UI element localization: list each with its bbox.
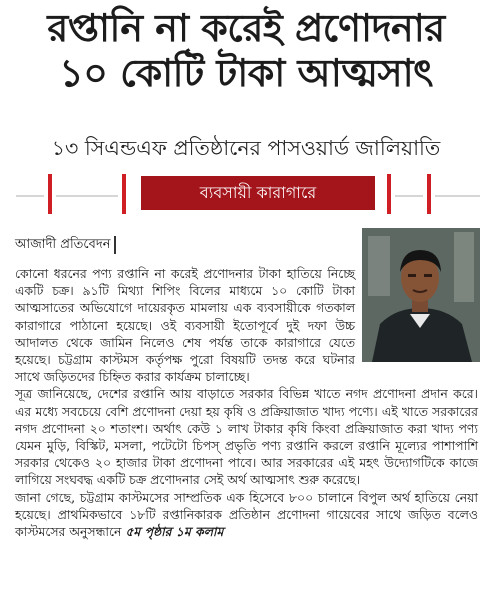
paragraph-3-text: জানা গেছে, চট্টগ্রাম কাস্টমসের সাম্প্রতিক এক হিসেবে ৮০০ চালানে বিপুল অর্থ হাতিয়ে নেয়া হয়েছে। প্রাথমিকভাবে ১৮টি রপ্তানিকারক প্রতিষ্ঠান প্রণোদনা গায়েবের সাথে জড়িত বলেও কাস্টমসের অনুসন্ধানে [15,489,478,540]
divider-rule-left [56,195,118,197]
accent-mark-right [387,174,391,214]
accent-mark-right-outer [427,174,431,214]
accent-mark-left-outer [48,174,52,214]
subheadline: ১৩ সিএন্ডএফ প্রতিষ্ঠানের পাসওয়ার্ড জালিয়াতি [51,136,441,160]
accent-mark-left [122,174,126,214]
divider-rule-left-outer [16,195,44,197]
paragraph-3 [15,489,478,541]
section-tag: ব্যবসায়ী কারাগারে [141,176,375,210]
headline-line-2: ১০ কোটি টাকা আত্মসাৎ [59,51,433,95]
continued-on-link[interactable]: ৫ম পৃষ্ঠার ১ম কলাম [125,524,224,540]
headline-line-1: রপ্তানি না করেই প্রণোদনার [47,6,445,50]
paragraph-1: কোনো ধরনের পণ্য রপ্তানি না করেই প্রণোদনার টাকা হাতিয়ে নিচ্ছে একটি চক্র। ৯১টি মিথ্যা শিপিং বিলের মাধ্যমে ১০ কোটি টাকা আত্মসাতের অভিযোগে দায়েরকৃত মামলায় এক ব্যবসায়ীকে গতকাল কারাগারে পাঠানো হয়েছে। ওই ব্যবসায়ী ইতোপূর্বে দুই দফা উচ্চ আদালত থেকে জামিন নিলেও শেষ পর্যন্ত তাকে কারাগারে যেতে হয়েছে। চট্টগ্রাম কাস্টমস কর্তৃপক্ষ পুরো বিষয়টি তদন্ত করে ঘটনার সাথে জড়িতদের চিহ্নিত করার কার্যক্রম চালাচ্ছে। [15,266,355,385]
headline [0,6,492,96]
tag-band [0,174,492,214]
divider-rule-right [395,195,423,197]
paragraph-2: সূত্র জানিয়েছে, দেশের রপ্তানি আয় বাড়াতে সরকার বিভিন্ন খাতে নগদ প্রণোদনা প্রদান করে। এর মধ্যে সবচেয়ে বেশি প্রণোদনা দেয়া হয় কৃষি ও প্রক্রিয়াজাত খাদ্য পণ্যে। এই খাতে সরকারের নগদ প্রণোদনা ২০ শতাংশ। অর্থাৎ কেউ ১ লাখ টাকার কৃষি কিংবা প্রক্রিয়াজাত করা খাদ্য পণ্য যেমন মুড়ি, বিস্কিট, মসলা, পটেটো চিপস্‌ প্রভৃতি পণ্য রপ্তানি করলে রপ্তানি মূল্যের পাশাপাশি সরকার থেকেও ২০ হাজার টাকা প্রণোদনা পাবে। আর সরকারের এই মহৎ উদ্যোগটিকে কাজে লাগিয়ে সংঘবদ্ধ একটি চক্র প্রণোদনার সেই অর্থ আত্মসাৎ শুরু করেছে। [15,386,478,488]
byline: আজাদী প্রতিবেদন [15,236,116,254]
article-body [15,265,478,540]
divider-rule-right-outer [435,195,480,197]
